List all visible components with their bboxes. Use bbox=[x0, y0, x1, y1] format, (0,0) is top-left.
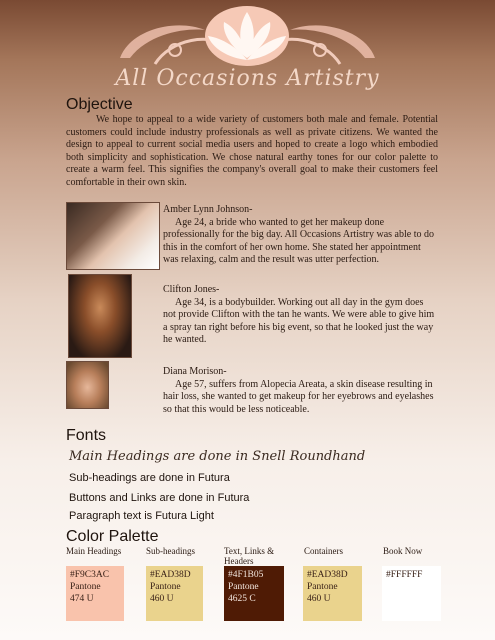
persona-description: Age 57, suffers from Alopecia Areata, a skin disease resulting in hair loss, she wanted to get makeup for her eyebrows and eyelashes so that this would be less noticeable. bbox=[163, 378, 434, 415]
color-swatch bbox=[382, 566, 441, 621]
swatch-pantone: Pantone bbox=[150, 582, 181, 592]
persona-card bbox=[163, 204, 435, 267]
swatch-hex: #FFFFFF bbox=[386, 570, 423, 580]
swatch-label: Book Now bbox=[383, 546, 423, 556]
objective-heading: Objective bbox=[66, 96, 133, 113]
color-swatch bbox=[224, 566, 284, 621]
font-sample-buttons: Buttons and Links are done in Futura bbox=[69, 492, 250, 504]
swatch-hex: #F9C3AC bbox=[70, 570, 110, 580]
persona-photo-bride bbox=[66, 202, 160, 270]
persona-card bbox=[163, 284, 435, 347]
persona-description: Age 34, is a bodybuilder. Working out all day in the gym does not provide Clifton with the tan he wants. We were able to give him a spray tan right before his big event, so that he looked just the way he wanted. bbox=[163, 296, 435, 346]
font-sample-paragraph: Paragraph text is Futura Light bbox=[69, 510, 214, 522]
swatch-label: Main Headings bbox=[66, 546, 122, 556]
persona-photo-woman bbox=[66, 361, 109, 409]
swatch-code: 4625 C bbox=[228, 594, 256, 604]
persona-name: Clifton Jones- bbox=[163, 284, 220, 295]
font-sample-main-headings: Main Headings are done in Snell Roundhand bbox=[69, 449, 366, 464]
swatch-code: 460 U bbox=[150, 594, 174, 604]
swatch-label: Text, Links & Headers bbox=[224, 546, 275, 566]
objective-text: We hope to appeal to a wide variety of customers both male and female. Potential customers could include industry professionals as well as private citizens. We wanted the design to appeal to current social media users and hoped to create a logo which embodied both simplicity and sophistication. We chose natural earthy tones for our color palette to create a warm feel. This signifies the company's overall goal to make their customers feel comfortable in their own skin. bbox=[66, 114, 438, 188]
palette-heading: Color Palette bbox=[66, 528, 159, 545]
swatch-code: 460 U bbox=[307, 594, 331, 604]
persona-name: Amber Lynn Johnson- bbox=[163, 204, 253, 215]
swatch-code: 474 U bbox=[70, 594, 94, 604]
swatch-hex: #EAD38D bbox=[150, 570, 191, 580]
persona-card bbox=[163, 366, 435, 416]
color-swatch bbox=[146, 566, 203, 621]
swatch-label: Containers bbox=[304, 546, 343, 556]
swatch-pantone: Pantone bbox=[307, 582, 338, 592]
swatch-pantone: Pantone bbox=[70, 582, 101, 592]
color-swatch bbox=[303, 566, 362, 621]
swatch-pantone: Pantone bbox=[228, 582, 259, 592]
swatch-label: Sub-headings bbox=[146, 546, 195, 556]
font-sample-sub-headings: Sub-headings are done in Futura bbox=[69, 472, 230, 484]
persona-description: Age 24, a bride who wanted to get her makeup done professionally for the big day. All Occasions Artistry was able to do this in the comfort of her own home. She stated her appointment was relaxing, calm and the result was utter perfection. bbox=[163, 216, 434, 266]
persona-photo-bodybuilder bbox=[68, 274, 132, 358]
swatch-hex: #EAD38D bbox=[307, 570, 348, 580]
color-swatch bbox=[66, 566, 124, 621]
fonts-heading: Fonts bbox=[66, 427, 107, 444]
persona-name: Diana Morison- bbox=[163, 366, 227, 377]
logo-text: All Occasions Artistry bbox=[115, 66, 380, 91]
swatch-hex: #4F1B05 bbox=[228, 570, 264, 580]
